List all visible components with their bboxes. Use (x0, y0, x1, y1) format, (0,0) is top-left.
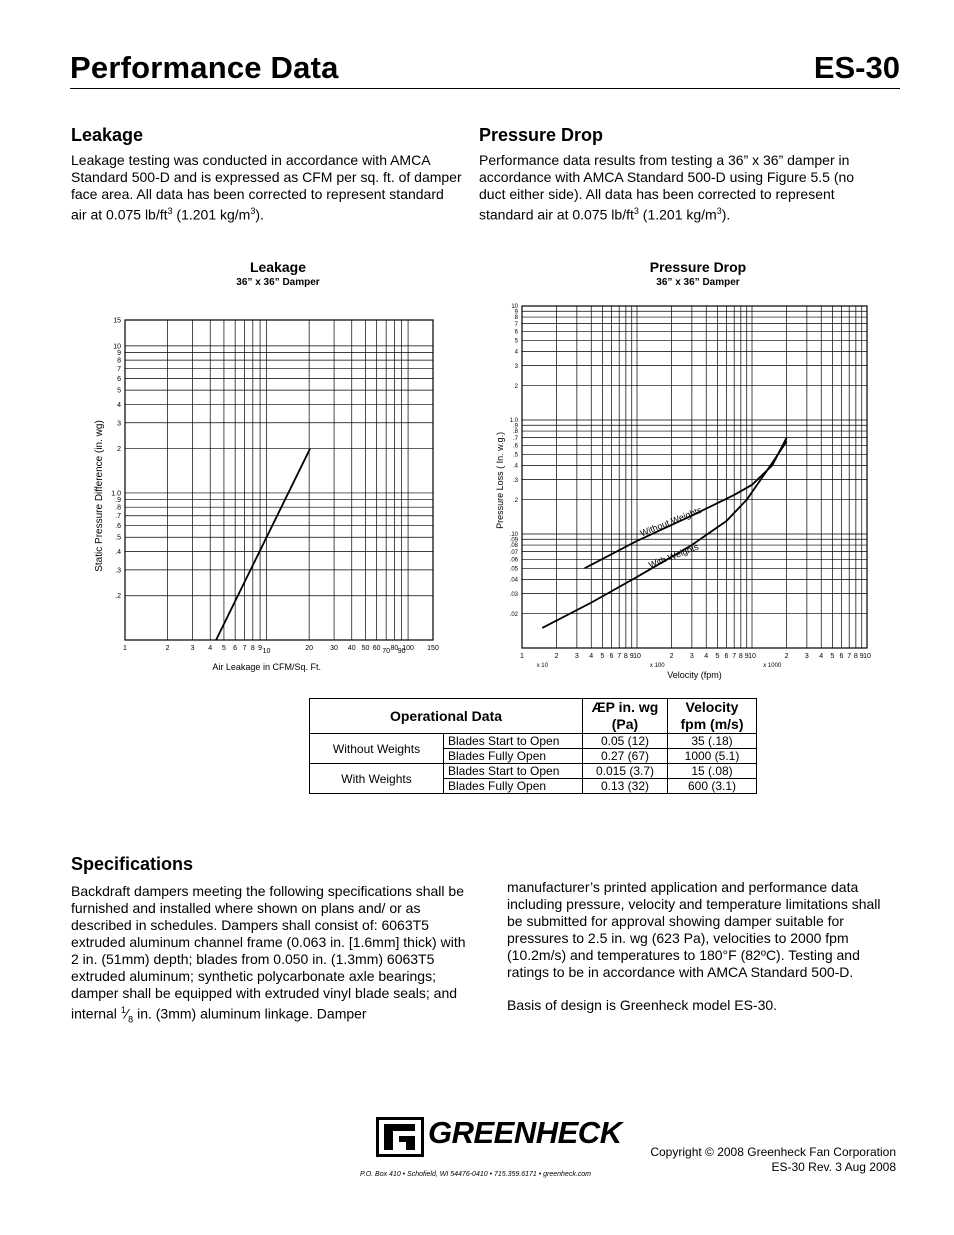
x-tick-label: 40 (347, 645, 356, 652)
x-tick-label: 7 (242, 645, 247, 652)
y-tick-label: .6 (115, 523, 121, 531)
x-tick-label: 9 (859, 653, 864, 660)
leakage-gridlines (125, 320, 433, 640)
row-label: Blades Start to Open (444, 734, 583, 749)
row-velocity: 600 (3.1) (668, 779, 757, 794)
leakage-plot-frame (125, 320, 433, 640)
pressure-drop-y-tick-labels (510, 304, 519, 618)
y-tick-label: 1.0 (111, 490, 121, 498)
row-pressure: 0.13 (32) (583, 779, 668, 794)
pressure-drop-x-multipliers (537, 663, 782, 669)
copyright-text: Copyright © 2008 Greenheck Fan Corporation (650, 1145, 896, 1159)
pressure-drop-series (542, 438, 786, 628)
revision-text: ES-30 Rev. 3 Aug 2008 (771, 1160, 896, 1174)
x-tick-label: 8 (250, 645, 255, 652)
table-header-velocity: Velocity fpm (m/s) (668, 699, 757, 734)
y-tick-label: .07 (509, 549, 518, 556)
leakage-chart-subtitle: 36” x 36” Damper (236, 277, 320, 288)
row-velocity: 1000 (5.1) (668, 749, 757, 764)
x-tick-label: 3 (689, 653, 694, 660)
pressure-drop-gridlines (522, 306, 867, 648)
y-tick-label: 2 (117, 446, 121, 454)
x-tick-label: 8 (623, 653, 628, 660)
x-multiplier-label: x 10 (536, 663, 548, 669)
x-tick-label: 7 (617, 653, 622, 660)
y-tick-label: .5 (512, 452, 518, 459)
x-tick-label: 150 (427, 645, 439, 652)
leakage-paragraph: Leakage testing was conducted in accordance with AMCA Standard 500-D and is expressed as CFM per sq. ft. of damper face area. All data has been corrected to represent standard air at 0.075 $lb/ft^3$ (1.201 $kg/m^3$). (71, 152, 462, 223)
row-pressure: 0.015 (3.7) (583, 764, 668, 779)
y-tick-label: .10 (509, 532, 518, 539)
leakage-y-axis-label: Static Pressure Difference (in. wg) (94, 420, 105, 572)
y-tick-label: .05 (509, 566, 518, 573)
y-tick-label: 1.0 (509, 418, 518, 425)
y-tick-label: 15 (113, 317, 121, 325)
pressure-drop-x-axis-label: Velocity (fpm) (667, 670, 722, 680)
header-rule (70, 88, 900, 89)
table-title: Operational Data (310, 699, 583, 734)
row-pressure: 0.27 (67) (583, 749, 668, 764)
pressure-drop-plot-frame (522, 306, 867, 648)
x-tick-label: 6 (839, 653, 844, 660)
pressure-drop-x-tick-labels (520, 653, 871, 660)
x-tick-label: 30 (330, 645, 338, 652)
y-tick-label: .2 (512, 497, 518, 504)
y-tick-label: 6 (117, 376, 121, 384)
leakage-series (216, 449, 310, 640)
row-label: Blades Fully Open (444, 779, 583, 794)
x-tick-label: 7 (847, 653, 852, 660)
leakage-heading: Leakage (71, 125, 144, 145)
copyright-block (650, 1145, 896, 1175)
table-header-pressure: ÆP in. wg (Pa) (583, 699, 668, 734)
y-tick-label: .3 (512, 477, 518, 484)
company-address: P.O. Box 410 • Schofield, WI 54476-0410 • 715.359.6171 • greenheck.com (360, 1171, 591, 1178)
y-tick-label: .9 (512, 423, 518, 430)
x-tick-label: 4 (208, 645, 213, 652)
y-tick-label: 10 (511, 304, 518, 311)
x-tick-label: 10 (633, 653, 641, 660)
row-velocity: 15 (.08) (668, 764, 757, 779)
y-tick-label: 2 (514, 383, 518, 390)
document-code: ES-30 (813, 50, 900, 85)
x-tick-label: 5 (221, 645, 226, 652)
specifications-column-1: Backdraft dampers meeting the following specifications shall be furnished and installed where shown on plans and/ or as described in schedules. Dampers shall consist of: 6063T5 extruded aluminum channel frame (0.063 in. [1.6mm] thick) with 2 in. (51mm) depth; blades from 0.050 in. (1.3mm) 6063T5 extruded aluminum; synthetic polycarbonate axle bearings; damper shall be equipped with extruded vinyl blade seals; and internal $^1⁄_8$ in. (3mm) aluminum linkage. Damper (71, 883, 466, 1025)
x-multiplier-label: x 100 (649, 663, 665, 669)
y-tick-label: 7 (514, 321, 518, 328)
x-tick-label: 100 (402, 645, 414, 652)
x-tick-label: 8 (738, 653, 743, 660)
y-tick-label: .6 (512, 443, 518, 450)
y-tick-label: .06 (509, 557, 518, 564)
row-label: Blades Start to Open (444, 764, 583, 779)
y-tick-label: .8 (512, 429, 518, 436)
y-tick-label: 3 (117, 420, 121, 428)
x-tick-label: 4 (704, 653, 709, 660)
logo-g-icon (379, 1120, 421, 1154)
pressure-drop-chart-subtitle: 36” x 36” Damper (656, 277, 740, 288)
specifications-heading: Specifications (71, 854, 194, 874)
pressure-drop-heading: Pressure Drop (479, 125, 604, 145)
specifications-column-2: manufacturer’s printed application and performance data including pressure, velocity and temperature limitations shall be submitted for approval showing damper suitable for pressures to 2.5 in. wg (623 Pa), velocities to 2000 fpm (10.2m/s) and temperatures to 180°F (82ºC). Testing and ratings to be in accordance with AMCA Standard 500-D. (507, 879, 881, 980)
leakage-chart-title: Leakage (249, 259, 307, 275)
y-tick-label: .08 (509, 543, 518, 550)
x-tick-label: 10 (863, 653, 871, 660)
y-tick-label: 6 (514, 329, 518, 336)
greenheck-logo-text: GREENHECK (428, 1115, 622, 1150)
x-tick-label: 90 (397, 648, 406, 655)
x-tick-label: 8 (853, 653, 858, 660)
x-tick-label: 70 (382, 648, 391, 655)
y-tick-label: .4 (512, 463, 518, 470)
operational-data-table (309, 698, 757, 794)
with-weights-label: With Weights (647, 541, 701, 571)
y-tick-label: 8 (514, 315, 518, 322)
y-tick-label: .5 (115, 534, 121, 542)
y-tick-label: 10 (113, 343, 121, 351)
y-tick-label: .4 (115, 548, 121, 556)
x-tick-label: 2 (165, 645, 170, 652)
x-tick-label: 5 (600, 653, 605, 660)
leakage-chart (85, 310, 455, 680)
x-tick-label: 10 (748, 653, 756, 660)
row-pressure: 0.05 (12) (583, 734, 668, 749)
x-multiplier-label: x 1000 (763, 663, 782, 669)
greenheck-logo-mark (376, 1117, 424, 1157)
y-tick-label: 4 (117, 401, 121, 409)
x-tick-label: 4 (819, 653, 824, 660)
y-tick-label: 8 (117, 357, 121, 365)
x-tick-label: 50 (361, 645, 370, 652)
y-tick-label: .3 (115, 567, 121, 575)
y-tick-label: .7 (115, 513, 121, 521)
y-tick-label: .2 (115, 593, 121, 601)
pressure-drop-y-axis-label: Pressure Loss ( In. w.g.) (495, 431, 505, 529)
group-with-weights: With Weights (310, 764, 444, 794)
x-tick-label: 7 (732, 653, 737, 660)
pressure-drop-paragraph: Performance data results from testing a 36” x 36” damper in accordance with AMCA Standard 500-D using Figure 5.5 (no duct either side). All data has been corrected to represent standard air at 0.075 $lb/ft^3$ (1.201 $kg/m^3$). (479, 152, 855, 223)
x-tick-label: 9 (744, 653, 749, 660)
row-velocity: 35 (.18) (668, 734, 757, 749)
x-tick-label: 6 (233, 645, 238, 652)
y-tick-label: .03 (509, 591, 518, 598)
row-label: Blades Fully Open (444, 749, 583, 764)
x-tick-label: 5 (715, 653, 720, 660)
x-tick-label: 2 (669, 653, 674, 660)
leakage-x-axis-label: Air Leakage in CFM/Sq. Ft. (212, 662, 321, 672)
x-tick-label: 60 (372, 645, 381, 652)
y-tick-label: 9 (117, 350, 121, 358)
y-tick-label: 5 (117, 387, 121, 395)
x-tick-label: 10 (262, 648, 271, 655)
with-weights-line (542, 441, 786, 628)
x-tick-label: 2 (784, 653, 789, 660)
x-tick-label: 3 (190, 645, 195, 652)
y-tick-label: 9 (514, 309, 518, 316)
x-tick-label: 3 (574, 653, 579, 660)
x-tick-label: 20 (305, 645, 314, 652)
y-tick-label: 3 (514, 363, 518, 370)
pressure-drop-chart-title: Pressure Drop (649, 259, 747, 275)
y-tick-label: .7 (512, 435, 518, 442)
page-title: Performance Data (70, 50, 339, 85)
x-tick-label: 2 (554, 653, 559, 660)
x-tick-label: 80 (390, 645, 399, 652)
y-tick-label: .8 (115, 504, 121, 512)
leakage-line (216, 449, 310, 640)
x-tick-label: 6 (609, 653, 614, 660)
y-tick-label: 7 (117, 366, 121, 374)
x-tick-label: 6 (724, 653, 729, 660)
x-tick-label: 9 (629, 653, 634, 660)
pressure-drop-chart (490, 298, 890, 688)
x-tick-label: 1 (123, 645, 127, 652)
without-weights-label: Without Weights (638, 504, 704, 539)
x-tick-label: 3 (804, 653, 809, 660)
y-tick-label: .9 (115, 497, 121, 505)
y-tick-label: .09 (509, 537, 518, 544)
leakage-y-tick-labels (111, 318, 121, 601)
y-tick-label: 4 (514, 349, 518, 356)
x-tick-label: 4 (589, 653, 594, 660)
specifications-basis: Basis of design is Greenheck model ES-30. (507, 997, 778, 1013)
leakage-x-tick-labels (123, 645, 439, 655)
y-tick-label: 5 (514, 338, 518, 345)
y-tick-label: .02 (509, 611, 518, 618)
group-without-weights: Without Weights (310, 734, 444, 764)
x-tick-label: 5 (830, 653, 835, 660)
x-tick-label: 9 (258, 645, 263, 652)
x-tick-label: 1 (520, 653, 524, 660)
y-tick-label: .04 (509, 577, 518, 584)
